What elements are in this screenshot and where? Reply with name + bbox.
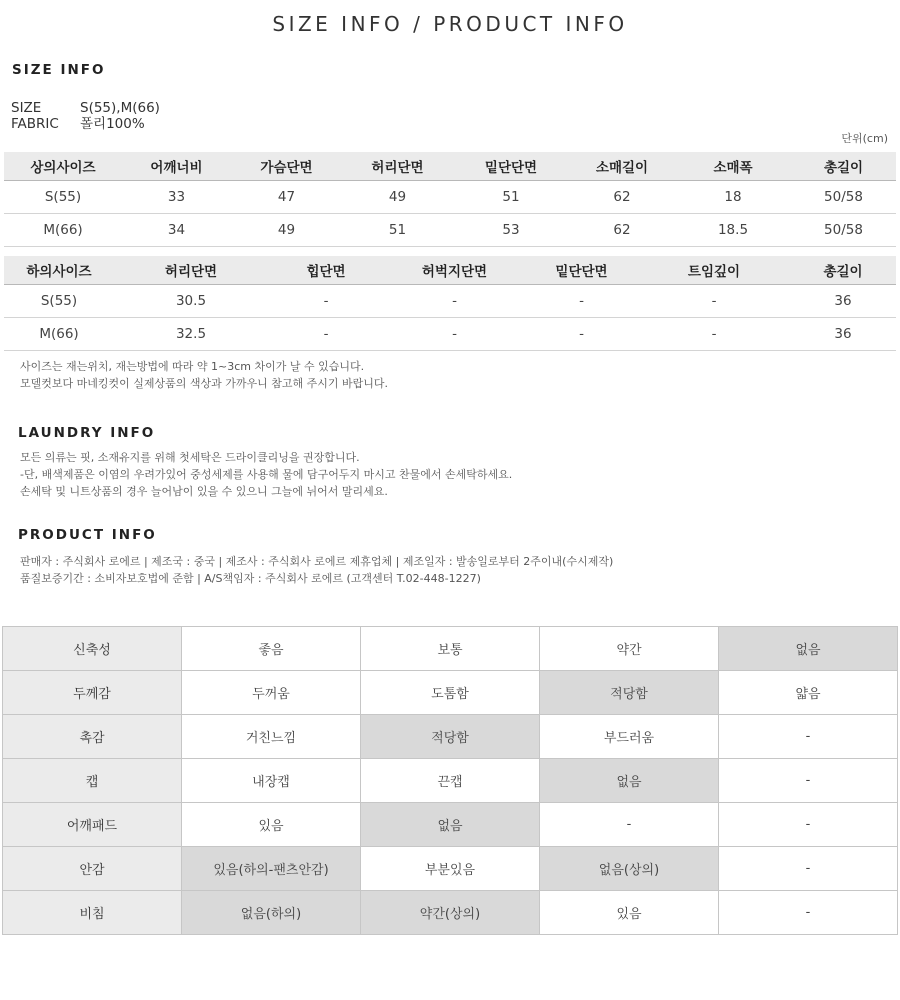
property-option: 있음: [182, 803, 361, 847]
column-header: 상의사이즈: [4, 152, 122, 180]
table-cell: 50/58: [791, 213, 896, 246]
property-option: -: [719, 759, 898, 803]
fabric-row: [11, 116, 160, 132]
property-option: -: [719, 847, 898, 891]
top-table-header: [4, 152, 896, 180]
property-option: 내장캡: [182, 759, 361, 803]
property-option: 두꺼움: [182, 671, 361, 715]
top-table-body: [4, 180, 896, 246]
property-option: 보통: [361, 627, 540, 671]
table-cell: 49: [342, 180, 453, 213]
page-title: SIZE INFO / PRODUCT INFO: [272, 12, 628, 36]
property-row: [3, 803, 898, 847]
bottom-size-table: [4, 256, 896, 351]
product-line: 품질보증기간 : 소비자보호법에 준함 | A/S책임자 : 주식회사 로에르 (고객센터 T.02-448-1227): [20, 572, 481, 585]
property-option: -: [719, 715, 898, 759]
size-value: S(55),M(66): [80, 100, 160, 116]
property-option: 없음(상의): [540, 847, 719, 891]
product-properties-table: [2, 626, 898, 935]
property-option: 있음: [540, 891, 719, 935]
property-row: [3, 891, 898, 935]
property-option: 좋음: [182, 627, 361, 671]
property-option: 부분있음: [361, 847, 540, 891]
property-option: -: [540, 803, 719, 847]
table-cell: 62: [569, 213, 675, 246]
table-cell: 18.5: [675, 213, 791, 246]
column-header: 트임깊이: [638, 256, 790, 284]
column-header: 밑단단면: [453, 152, 569, 180]
property-option: 약간: [540, 627, 719, 671]
property-row: [3, 671, 898, 715]
property-label: 신축성: [3, 627, 182, 671]
column-header: 소매길이: [569, 152, 675, 180]
column-header: 허벅지단면: [384, 256, 525, 284]
product-info-heading: PRODUCT INFO: [18, 527, 157, 543]
table-cell: -: [268, 284, 384, 317]
table-row: [4, 213, 896, 246]
property-row: [3, 847, 898, 891]
bottom-table-header: [4, 256, 896, 284]
table-cell: 50/58: [791, 180, 896, 213]
product-line: 판매자 : 주식회사 로에르 | 제조국 : 중국 | 제조사 : 주식회사 로에르 제휴업체 | 제조일자 : 발송일로부터 2주이내(수시제작): [20, 555, 614, 568]
table-cell: S(55): [4, 180, 122, 213]
table-cell: -: [525, 284, 638, 317]
table-row: [4, 317, 896, 350]
laundry-info-heading: LAUNDRY INFO: [18, 425, 156, 441]
property-label: 캡: [3, 759, 182, 803]
table-cell: 30.5: [114, 284, 268, 317]
column-header: 밑단단면: [525, 256, 638, 284]
fabric-key: FABRIC: [11, 116, 59, 132]
property-option: 없음: [540, 759, 719, 803]
column-header: 총길이: [791, 152, 896, 180]
column-header: 허리단면: [114, 256, 268, 284]
table-cell: -: [525, 317, 638, 350]
property-label: 비침: [3, 891, 182, 935]
table-cell: 51: [453, 180, 569, 213]
table-cell: -: [268, 317, 384, 350]
property-option: 없음: [719, 627, 898, 671]
property-label: 촉감: [3, 715, 182, 759]
size-key: SIZE: [11, 100, 42, 116]
table-cell: M(66): [4, 317, 114, 350]
property-option: 약간(상의): [361, 891, 540, 935]
laundry-line: 손세탁 및 니트상품의 경우 늘어남이 있을 수 있으니 그늘에 뉘어서 말리세요.: [20, 485, 388, 498]
laundry-line: 모든 의류는 핏, 소재유지를 위해 첫세탁은 드라이클리닝을 권장합니다.: [20, 451, 360, 464]
property-option: 도톰함: [361, 671, 540, 715]
table-cell: 33: [122, 180, 231, 213]
fabric-value: 폴리100%: [80, 116, 145, 132]
column-header: 가슴단면: [231, 152, 342, 180]
property-option: 없음: [361, 803, 540, 847]
property-option: 부드러움: [540, 715, 719, 759]
property-label: 어깨패드: [3, 803, 182, 847]
laundry-notes: [20, 449, 512, 500]
table-cell: -: [638, 317, 790, 350]
property-option: 거친느낌: [182, 715, 361, 759]
table-cell: S(55): [4, 284, 114, 317]
table-row: [4, 284, 896, 317]
table-cell: M(66): [4, 213, 122, 246]
bottom-table-body: [4, 284, 896, 350]
table-cell: 51: [342, 213, 453, 246]
column-header: 하의사이즈: [4, 256, 114, 284]
table-cell: 36: [790, 284, 896, 317]
size-notes: [20, 358, 388, 392]
properties-body: [3, 627, 898, 935]
property-row: [3, 627, 898, 671]
table-cell: -: [384, 317, 525, 350]
property-option: 있음(하의-팬츠안감): [182, 847, 361, 891]
property-row: [3, 715, 898, 759]
table-cell: 49: [231, 213, 342, 246]
table-cell: 47: [231, 180, 342, 213]
unit-note: 단위(cm): [841, 132, 888, 145]
table-cell: 34: [122, 213, 231, 246]
property-label: 두께감: [3, 671, 182, 715]
table-cell: 62: [569, 180, 675, 213]
column-header: 소매폭: [675, 152, 791, 180]
size-row: [11, 100, 160, 116]
property-option: 적당함: [361, 715, 540, 759]
product-notes: [20, 553, 613, 587]
laundry-line: -단, 배색제품은 이염의 우려가있어 중성세제를 사용해 물에 담구어두지 마시고 찬물에서 손세탁하세요.: [20, 468, 513, 481]
table-row: [4, 180, 896, 213]
table-cell: -: [638, 284, 790, 317]
table-cell: -: [384, 284, 525, 317]
table-cell: 53: [453, 213, 569, 246]
property-option: -: [719, 803, 898, 847]
table-cell: 32.5: [114, 317, 268, 350]
table-cell: 18: [675, 180, 791, 213]
property-option: 없음(하의): [182, 891, 361, 935]
spec-block: [11, 100, 160, 132]
size-note: 모델컷보다 마네킹컷이 실제상품의 색상과 가까우니 참고해 주시기 바랍니다.: [20, 377, 389, 390]
property-option: -: [719, 891, 898, 935]
column-header: 총길이: [790, 256, 896, 284]
property-row: [3, 759, 898, 803]
top-size-table: [4, 152, 896, 247]
property-option: 끈캡: [361, 759, 540, 803]
property-option: 얇음: [719, 671, 898, 715]
property-label: 안감: [3, 847, 182, 891]
column-header: 허리단면: [342, 152, 453, 180]
size-info-heading: SIZE INFO: [12, 62, 106, 78]
size-note: 사이즈는 재는위치, 재는방법에 따라 약 1~3cm 차이가 날 수 있습니다.: [20, 360, 365, 373]
table-cell: 36: [790, 317, 896, 350]
column-header: 어깨너비: [122, 152, 231, 180]
column-header: 힙단면: [268, 256, 384, 284]
property-option: 적당함: [540, 671, 719, 715]
